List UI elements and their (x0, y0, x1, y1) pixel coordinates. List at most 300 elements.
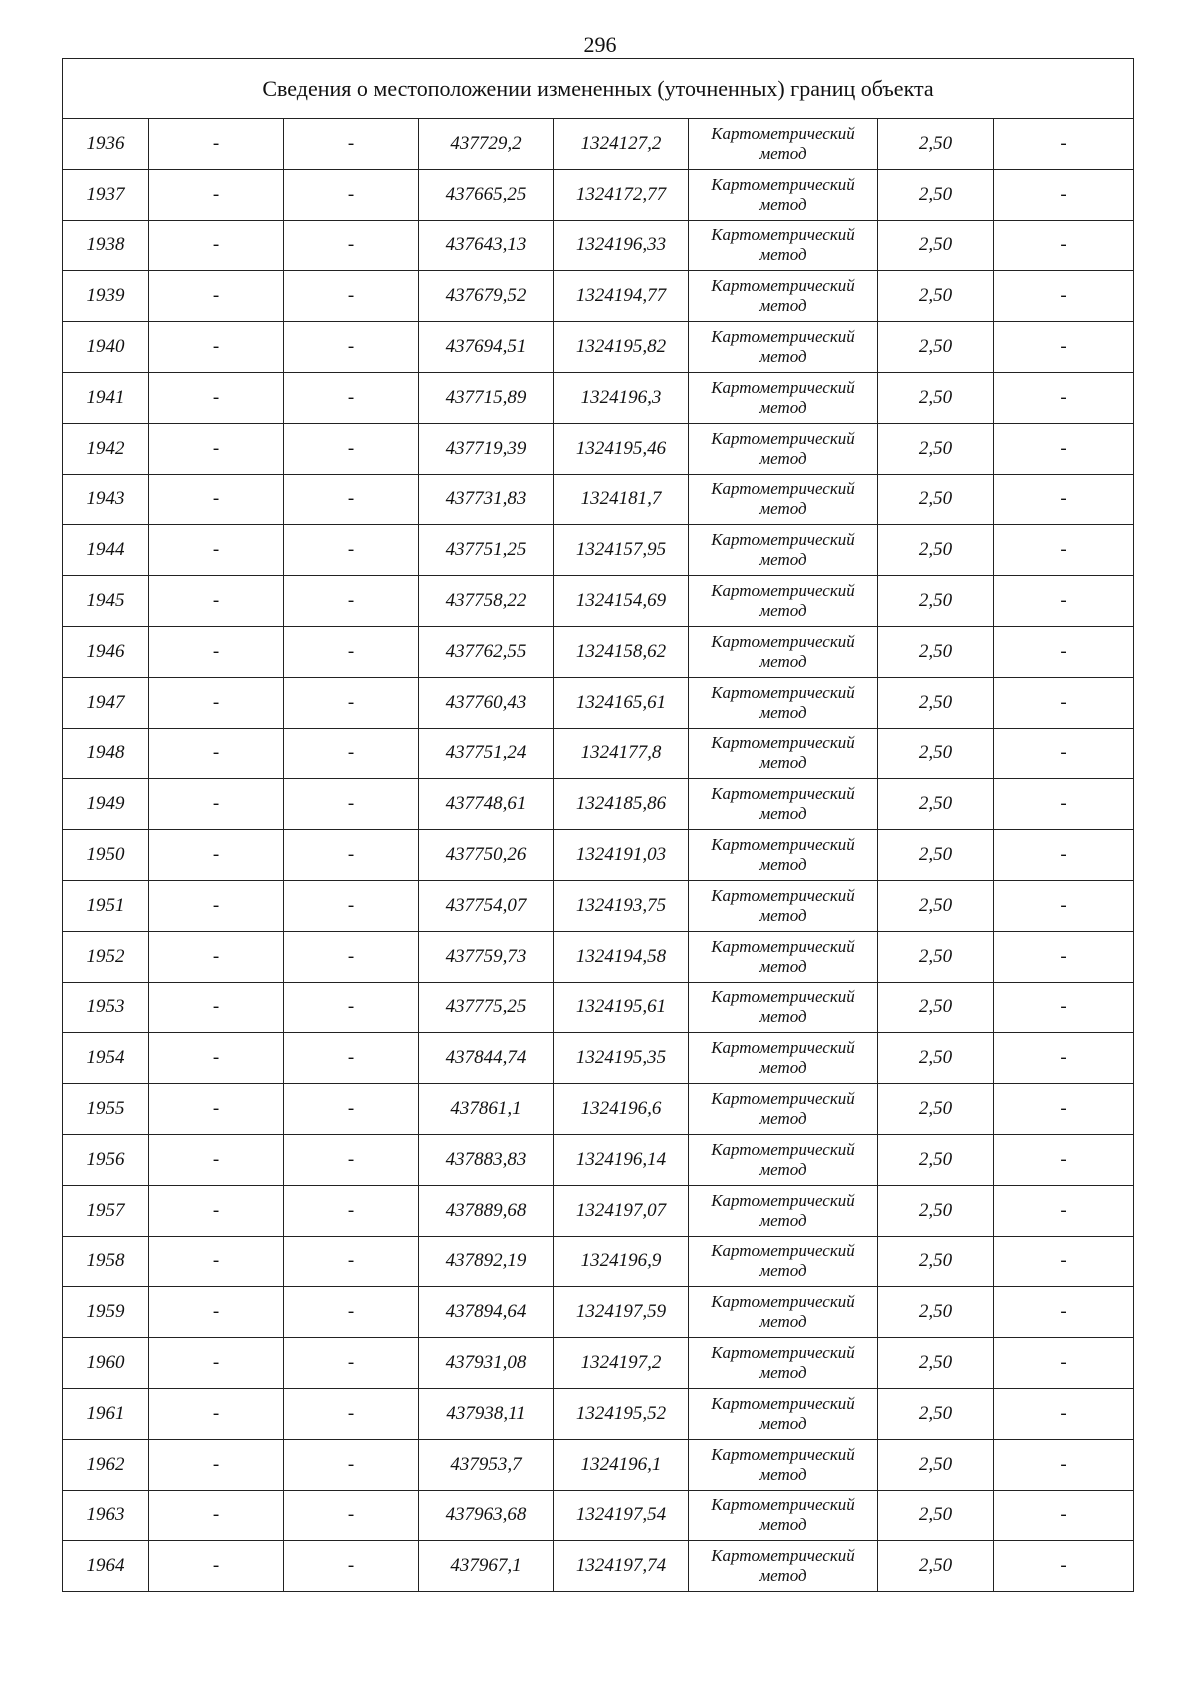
method-cell (689, 626, 878, 677)
point-number-cell: 1940 (63, 322, 149, 373)
accuracy-cell: 2,50 (878, 220, 994, 271)
table-row (63, 525, 1134, 576)
new-y-cell: 1324196,33 (554, 220, 689, 271)
new-x-cell: 437751,24 (419, 728, 554, 779)
accuracy-cell: 2,50 (878, 779, 994, 830)
table-row (63, 880, 1134, 931)
table-row (63, 474, 1134, 525)
old-x-cell: - (149, 779, 284, 830)
accuracy-cell: 2,50 (878, 1185, 994, 1236)
method-cell (689, 322, 878, 373)
table-row (63, 169, 1134, 220)
table-row (63, 1134, 1134, 1185)
description-cell: - (994, 779, 1134, 830)
table-row (63, 1439, 1134, 1490)
method-line1: Картометрический (711, 1495, 855, 1515)
old-y-cell: - (284, 220, 419, 271)
new-y-cell: 1324194,58 (554, 931, 689, 982)
method-line1: Картометрический (711, 682, 855, 702)
accuracy-cell: 2,50 (878, 1490, 994, 1541)
page-number: 296 (583, 32, 617, 57)
method-line2: метод (759, 1210, 807, 1230)
new-x-cell: 437894,64 (419, 1287, 554, 1338)
point-number-cell: 1938 (63, 220, 149, 271)
old-x-cell: - (149, 1287, 284, 1338)
method-line1: Картометрический (711, 276, 855, 296)
description-cell: - (994, 220, 1134, 271)
old-y-cell: - (284, 1134, 419, 1185)
method-cell (689, 1541, 878, 1592)
new-x-cell: 437938,11 (419, 1388, 554, 1439)
method-line1: Картометрический (711, 174, 855, 194)
method-cell (689, 1033, 878, 1084)
old-y-cell: - (284, 372, 419, 423)
accuracy-cell: 2,50 (878, 677, 994, 728)
old-y-cell: - (284, 1236, 419, 1287)
new-x-cell: 437953,7 (419, 1439, 554, 1490)
description-cell: - (994, 1490, 1134, 1541)
description-cell: - (994, 1185, 1134, 1236)
old-y-cell: - (284, 423, 419, 474)
point-number-cell: 1952 (63, 931, 149, 982)
table-row (63, 576, 1134, 627)
table-row (63, 677, 1134, 728)
point-number-cell: 1941 (63, 372, 149, 423)
method-line2: метод (759, 194, 807, 214)
accuracy-cell: 2,50 (878, 982, 994, 1033)
method-line1: Картометрический (711, 1292, 855, 1312)
point-number-cell: 1961 (63, 1388, 149, 1439)
new-x-cell: 437679,52 (419, 271, 554, 322)
old-x-cell: - (149, 1490, 284, 1541)
point-number-cell: 1948 (63, 728, 149, 779)
old-x-cell: - (149, 169, 284, 220)
new-y-cell: 1324197,74 (554, 1541, 689, 1592)
table-row (63, 220, 1134, 271)
old-x-cell: - (149, 576, 284, 627)
accuracy-cell: 2,50 (878, 322, 994, 373)
method-line2: метод (759, 1464, 807, 1484)
method-line2: метод (759, 905, 807, 925)
method-line1: Картометрический (711, 733, 855, 753)
description-cell: - (994, 423, 1134, 474)
table-title-row (63, 59, 1134, 119)
new-x-cell: 437759,73 (419, 931, 554, 982)
new-x-cell: 437754,07 (419, 880, 554, 931)
new-y-cell: 1324197,54 (554, 1490, 689, 1541)
old-y-cell: - (284, 1338, 419, 1389)
new-y-cell: 1324154,69 (554, 576, 689, 627)
new-y-cell: 1324194,77 (554, 271, 689, 322)
new-x-cell: 437861,1 (419, 1084, 554, 1135)
old-x-cell: - (149, 1084, 284, 1135)
old-y-cell: - (284, 1541, 419, 1592)
old-y-cell: - (284, 1439, 419, 1490)
old-y-cell: - (284, 1287, 419, 1338)
new-y-cell: 1324185,86 (554, 779, 689, 830)
method-line2: метод (759, 1109, 807, 1129)
method-line2: метод (759, 1261, 807, 1281)
new-y-cell: 1324195,46 (554, 423, 689, 474)
table-row (63, 1287, 1134, 1338)
method-cell (689, 169, 878, 220)
accuracy-cell: 2,50 (878, 1338, 994, 1389)
method-line2: метод (759, 1058, 807, 1078)
description-cell: - (994, 474, 1134, 525)
accuracy-cell: 2,50 (878, 1084, 994, 1135)
method-cell (689, 728, 878, 779)
method-cell (689, 982, 878, 1033)
method-cell (689, 1134, 878, 1185)
method-line1: Картометрический (711, 1393, 855, 1413)
method-line2: метод (759, 1515, 807, 1535)
method-line2: метод (759, 1007, 807, 1027)
new-y-cell: 1324165,61 (554, 677, 689, 728)
point-number-cell: 1959 (63, 1287, 149, 1338)
new-x-cell: 437731,83 (419, 474, 554, 525)
old-x-cell: - (149, 271, 284, 322)
method-line2: метод (759, 448, 807, 468)
accuracy-cell: 2,50 (878, 169, 994, 220)
accuracy-cell: 2,50 (878, 931, 994, 982)
point-number-cell: 1957 (63, 1185, 149, 1236)
method-line2: метод (759, 702, 807, 722)
description-cell: - (994, 322, 1134, 373)
table-row (63, 1490, 1134, 1541)
old-x-cell: - (149, 423, 284, 474)
method-line2: метод (759, 651, 807, 671)
method-cell (689, 423, 878, 474)
method-cell (689, 474, 878, 525)
method-line2: метод (759, 1363, 807, 1383)
old-y-cell: - (284, 931, 419, 982)
old-x-cell: - (149, 322, 284, 373)
new-y-cell: 1324197,59 (554, 1287, 689, 1338)
table-row (63, 779, 1134, 830)
new-x-cell: 437892,19 (419, 1236, 554, 1287)
old-y-cell: - (284, 322, 419, 373)
method-line1: Картометрический (711, 327, 855, 347)
old-y-cell: - (284, 1084, 419, 1135)
description-cell: - (994, 1033, 1134, 1084)
new-y-cell: 1324158,62 (554, 626, 689, 677)
description-cell: - (994, 1439, 1134, 1490)
old-y-cell: - (284, 982, 419, 1033)
old-x-cell: - (149, 880, 284, 931)
method-cell (689, 1236, 878, 1287)
point-number-cell: 1949 (63, 779, 149, 830)
new-y-cell: 1324195,35 (554, 1033, 689, 1084)
method-cell (689, 931, 878, 982)
new-x-cell: 437889,68 (419, 1185, 554, 1236)
accuracy-cell: 2,50 (878, 1388, 994, 1439)
description-cell: - (994, 1287, 1134, 1338)
description-cell: - (994, 119, 1134, 170)
description-cell: - (994, 626, 1134, 677)
old-y-cell: - (284, 880, 419, 931)
method-cell (689, 1185, 878, 1236)
new-x-cell: 437762,55 (419, 626, 554, 677)
table-row (63, 119, 1134, 170)
method-cell (689, 576, 878, 627)
method-cell (689, 779, 878, 830)
method-cell (689, 525, 878, 576)
old-y-cell: - (284, 474, 419, 525)
table-row (63, 728, 1134, 779)
method-line2: метод (759, 1159, 807, 1179)
point-number-cell: 1954 (63, 1033, 149, 1084)
new-x-cell: 437750,26 (419, 830, 554, 881)
method-line2: метод (759, 1413, 807, 1433)
method-line1: Картометрический (711, 581, 855, 601)
old-x-cell: - (149, 525, 284, 576)
point-number-cell: 1939 (63, 271, 149, 322)
method-line1: Картометрический (711, 377, 855, 397)
new-x-cell: 437694,51 (419, 322, 554, 373)
description-cell: - (994, 677, 1134, 728)
new-x-cell: 437665,25 (419, 169, 554, 220)
description-cell: - (994, 982, 1134, 1033)
description-cell: - (994, 525, 1134, 576)
method-line1: Картометрический (711, 428, 855, 448)
new-y-cell: 1324127,2 (554, 119, 689, 170)
method-line2: метод (759, 855, 807, 875)
new-x-cell: 437719,39 (419, 423, 554, 474)
method-line1: Картометрический (711, 225, 855, 245)
old-y-cell: - (284, 1033, 419, 1084)
method-line1: Картометрический (711, 479, 855, 499)
method-line1: Картометрический (711, 885, 855, 905)
method-line2: метод (759, 347, 807, 367)
method-line2: метод (759, 753, 807, 773)
old-y-cell: - (284, 576, 419, 627)
method-cell (689, 830, 878, 881)
description-cell: - (994, 1236, 1134, 1287)
method-cell (689, 1338, 878, 1389)
method-line2: метод (759, 956, 807, 976)
method-line2: метод (759, 601, 807, 621)
accuracy-cell: 2,50 (878, 576, 994, 627)
accuracy-cell: 2,50 (878, 626, 994, 677)
description-cell: - (994, 728, 1134, 779)
table-row (63, 322, 1134, 373)
method-line1: Картометрический (711, 1190, 855, 1210)
method-cell (689, 1388, 878, 1439)
old-x-cell: - (149, 728, 284, 779)
point-number-cell: 1953 (63, 982, 149, 1033)
method-line2: метод (759, 296, 807, 316)
method-line1: Картометрический (711, 1139, 855, 1159)
method-cell (689, 880, 878, 931)
point-number-cell: 1962 (63, 1439, 149, 1490)
accuracy-cell: 2,50 (878, 423, 994, 474)
point-number-cell: 1942 (63, 423, 149, 474)
point-number-cell: 1947 (63, 677, 149, 728)
new-x-cell: 437760,43 (419, 677, 554, 728)
new-x-cell: 437963,68 (419, 1490, 554, 1541)
new-x-cell: 437751,25 (419, 525, 554, 576)
old-y-cell: - (284, 779, 419, 830)
new-y-cell: 1324193,75 (554, 880, 689, 931)
old-y-cell: - (284, 119, 419, 170)
old-y-cell: - (284, 1490, 419, 1541)
description-cell: - (994, 931, 1134, 982)
new-x-cell: 437748,61 (419, 779, 554, 830)
method-line2: метод (759, 499, 807, 519)
method-line2: метод (759, 143, 807, 163)
method-cell (689, 119, 878, 170)
table-title: Сведения о местоположении измененных (уточненных) границ объекта (63, 59, 1134, 119)
accuracy-cell: 2,50 (878, 271, 994, 322)
method-line2: метод (759, 1312, 807, 1332)
point-number-cell: 1936 (63, 119, 149, 170)
new-y-cell: 1324195,82 (554, 322, 689, 373)
point-number-cell: 1943 (63, 474, 149, 525)
method-line1: Картометрический (711, 530, 855, 550)
method-line2: метод (759, 245, 807, 265)
old-x-cell: - (149, 474, 284, 525)
method-line1: Картометрический (711, 784, 855, 804)
table-row (63, 1541, 1134, 1592)
method-line1: Картометрический (711, 835, 855, 855)
table-row (63, 931, 1134, 982)
method-cell (689, 271, 878, 322)
old-x-cell: - (149, 1541, 284, 1592)
accuracy-cell: 2,50 (878, 1287, 994, 1338)
accuracy-cell: 2,50 (878, 525, 994, 576)
new-y-cell: 1324196,6 (554, 1084, 689, 1135)
method-line2: метод (759, 1566, 807, 1586)
method-line1: Картометрический (711, 987, 855, 1007)
old-x-cell: - (149, 1338, 284, 1389)
method-line2: метод (759, 550, 807, 570)
table-row (63, 982, 1134, 1033)
old-y-cell: - (284, 1388, 419, 1439)
point-number-cell: 1964 (63, 1541, 149, 1592)
table-row (63, 1185, 1134, 1236)
point-number-cell: 1958 (63, 1236, 149, 1287)
table-row (63, 1084, 1134, 1135)
old-x-cell: - (149, 1236, 284, 1287)
description-cell: - (994, 1541, 1134, 1592)
old-x-cell: - (149, 982, 284, 1033)
old-y-cell: - (284, 169, 419, 220)
method-cell (689, 1490, 878, 1541)
old-x-cell: - (149, 830, 284, 881)
method-line1: Картометрический (711, 1241, 855, 1261)
table-row (63, 372, 1134, 423)
method-line1: Картометрический (711, 123, 855, 143)
old-y-cell: - (284, 677, 419, 728)
method-line2: метод (759, 397, 807, 417)
new-x-cell: 437758,22 (419, 576, 554, 627)
table-row (63, 1338, 1134, 1389)
table-row (63, 423, 1134, 474)
old-x-cell: - (149, 119, 284, 170)
old-x-cell: - (149, 1388, 284, 1439)
accuracy-cell: 2,50 (878, 880, 994, 931)
new-y-cell: 1324197,2 (554, 1338, 689, 1389)
new-y-cell: 1324196,14 (554, 1134, 689, 1185)
description-cell: - (994, 1338, 1134, 1389)
method-cell (689, 220, 878, 271)
method-line1: Картометрический (711, 1444, 855, 1464)
new-y-cell: 1324196,9 (554, 1236, 689, 1287)
description-cell: - (994, 1084, 1134, 1135)
description-cell: - (994, 1388, 1134, 1439)
accuracy-cell: 2,50 (878, 119, 994, 170)
new-y-cell: 1324195,52 (554, 1388, 689, 1439)
new-x-cell: 437715,89 (419, 372, 554, 423)
accuracy-cell: 2,50 (878, 1236, 994, 1287)
boundary-coordinates-table (62, 58, 1134, 1592)
description-cell: - (994, 271, 1134, 322)
new-y-cell: 1324196,3 (554, 372, 689, 423)
old-x-cell: - (149, 1185, 284, 1236)
method-cell (689, 1287, 878, 1338)
new-y-cell: 1324157,95 (554, 525, 689, 576)
accuracy-cell: 2,50 (878, 1033, 994, 1084)
description-cell: - (994, 576, 1134, 627)
method-line2: метод (759, 804, 807, 824)
description-cell: - (994, 372, 1134, 423)
table-row (63, 1236, 1134, 1287)
description-cell: - (994, 169, 1134, 220)
old-y-cell: - (284, 271, 419, 322)
table-row (63, 626, 1134, 677)
new-x-cell: 437775,25 (419, 982, 554, 1033)
old-y-cell: - (284, 728, 419, 779)
new-y-cell: 1324191,03 (554, 830, 689, 881)
description-cell: - (994, 1134, 1134, 1185)
old-x-cell: - (149, 372, 284, 423)
method-line1: Картометрический (711, 936, 855, 956)
new-x-cell: 437967,1 (419, 1541, 554, 1592)
old-x-cell: - (149, 1134, 284, 1185)
accuracy-cell: 2,50 (878, 474, 994, 525)
old-y-cell: - (284, 626, 419, 677)
method-line1: Картометрический (711, 1546, 855, 1566)
method-cell (689, 372, 878, 423)
old-x-cell: - (149, 220, 284, 271)
new-y-cell: 1324196,1 (554, 1439, 689, 1490)
accuracy-cell: 2,50 (878, 1541, 994, 1592)
point-number-cell: 1950 (63, 830, 149, 881)
point-number-cell: 1963 (63, 1490, 149, 1541)
point-number-cell: 1956 (63, 1134, 149, 1185)
new-y-cell: 1324197,07 (554, 1185, 689, 1236)
point-number-cell: 1960 (63, 1338, 149, 1389)
old-x-cell: - (149, 1439, 284, 1490)
method-cell (689, 677, 878, 728)
old-x-cell: - (149, 931, 284, 982)
description-cell: - (994, 880, 1134, 931)
point-number-cell: 1937 (63, 169, 149, 220)
method-line1: Картометрический (711, 1089, 855, 1109)
table-row (63, 1033, 1134, 1084)
old-x-cell: - (149, 677, 284, 728)
new-x-cell: 437931,08 (419, 1338, 554, 1389)
method-cell (689, 1439, 878, 1490)
method-line1: Картометрический (711, 1038, 855, 1058)
point-number-cell: 1946 (63, 626, 149, 677)
point-number-cell: 1944 (63, 525, 149, 576)
old-y-cell: - (284, 525, 419, 576)
old-y-cell: - (284, 830, 419, 881)
new-y-cell: 1324181,7 (554, 474, 689, 525)
table-row (63, 830, 1134, 881)
table-row (63, 271, 1134, 322)
